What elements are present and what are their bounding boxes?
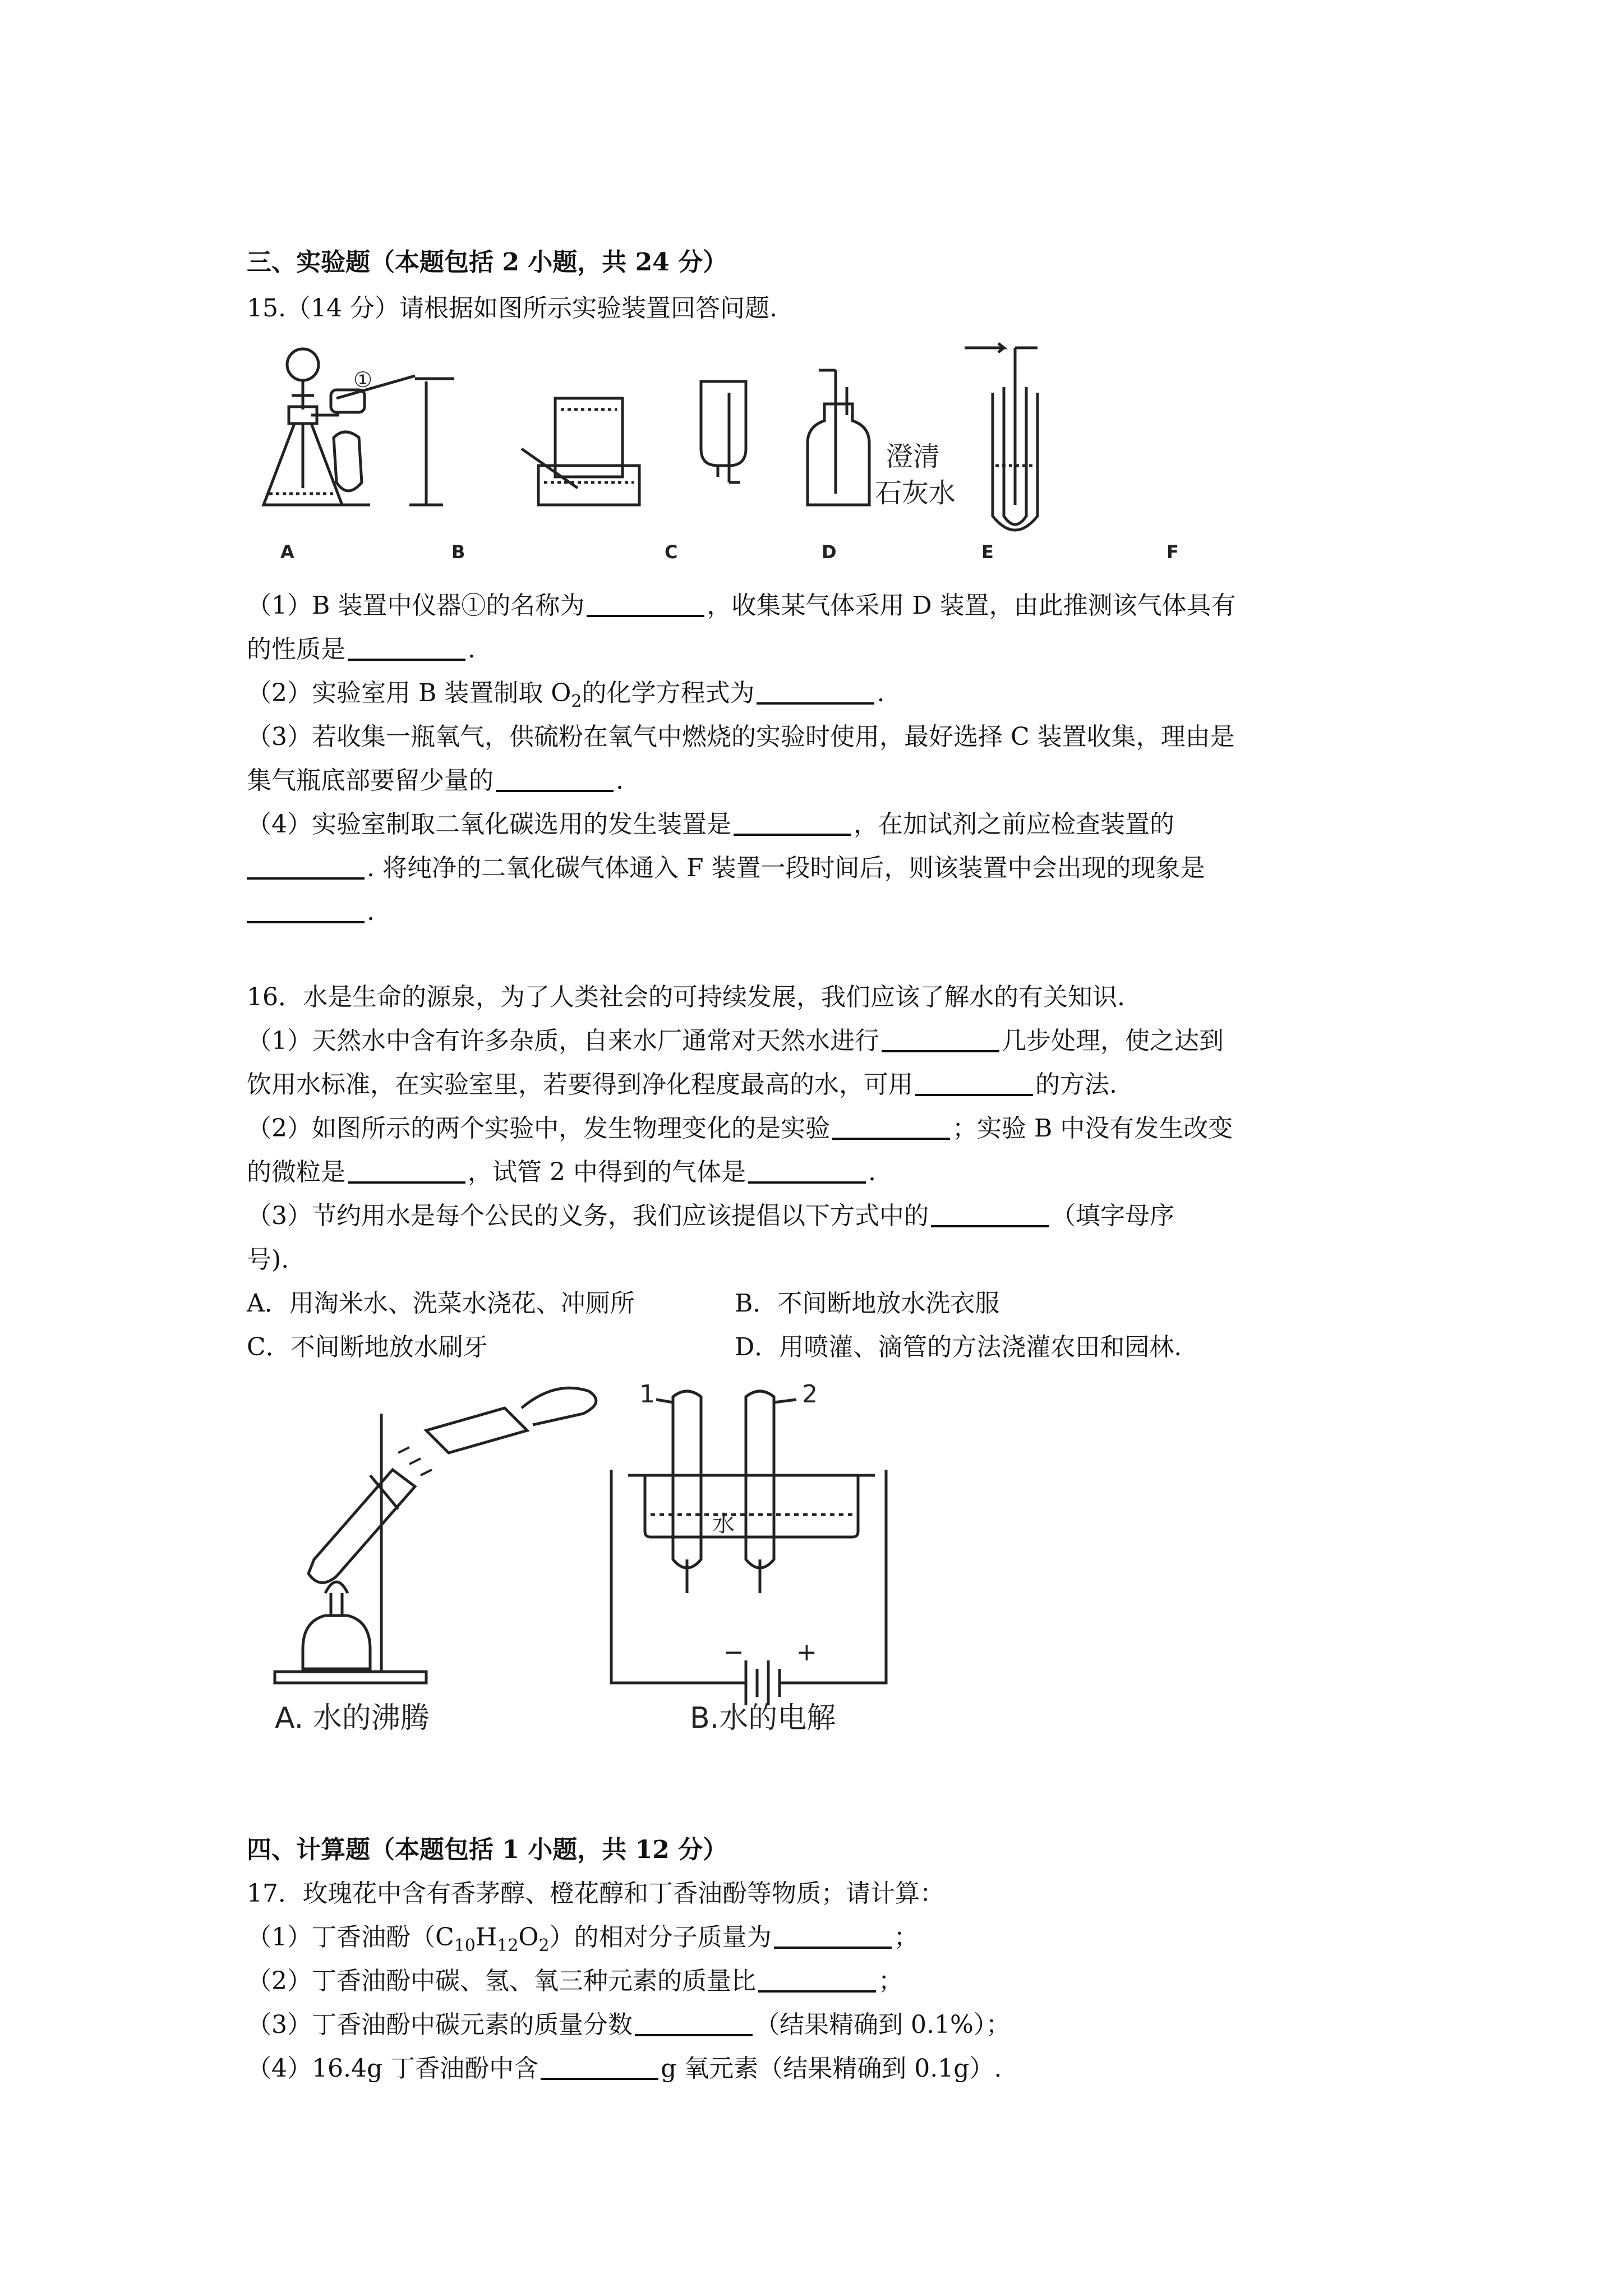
label-b: B xyxy=(451,541,465,563)
label-d: D xyxy=(822,541,837,563)
q16-option-b: B．不间断地放水洗衣服 xyxy=(735,1289,1000,1318)
q16-option-c: C．不间断地放水刷牙 xyxy=(247,1333,488,1361)
label-a: A xyxy=(280,541,294,563)
q17-part2: （2）丁香油酚中碳、氢、氧三种元素的质量比 ； xyxy=(247,1967,903,1995)
q16-stem: 16．水是生命的源泉，为了人类社会的可持续发展，我们应该了解水的有关知识. xyxy=(247,983,1125,1011)
positive-terminal-label: + xyxy=(796,1638,817,1667)
q16-part3-line1: （3）节约用水是每个公民的义务，我们应该提倡以下方式中的 （填字母序 xyxy=(247,1202,1174,1230)
apparatus-a xyxy=(264,349,342,505)
apparatus-drawing xyxy=(241,337,1245,572)
q16-option-a: A．用淘米水、洗菜水浇花、冲厕所 xyxy=(247,1289,635,1318)
q16-part3-line2: 号). xyxy=(247,1245,289,1274)
q17-part3: （3）丁香油酚中碳元素的质量分数 （结果精确到 0.1%）； xyxy=(247,2010,1011,2039)
q16-part2-line1: （2）如图所示的两个实验中，发生物理变化的是实验 ；实验 B 中没有发生改变 xyxy=(247,1114,1233,1143)
limewater-label-1: 澄清 xyxy=(886,441,940,472)
q17-stem: 17．玫瑰花中含有香茅醇、橙花醇和丁香油酚等物质；请计算： xyxy=(247,1879,944,1908)
q15-part4-line2: . 将纯净的二氧化碳气体通入 F 装置一段时间后，则该装置中会出现的现象是 xyxy=(247,852,1205,885)
q15-part1-line1: （1）B 装置中仪器①的名称为 ，收集某气体采用 D 装置，由此推测该气体具有 xyxy=(247,591,1236,620)
answer-blank[interactable] xyxy=(247,896,365,923)
answer-blank[interactable] xyxy=(348,1157,465,1184)
instrument-marker: ① xyxy=(353,367,373,392)
apparatus-d xyxy=(701,381,746,482)
answer-blank[interactable] xyxy=(748,1157,866,1184)
negative-terminal-label: − xyxy=(723,1638,744,1667)
answer-blank[interactable] xyxy=(247,853,365,880)
q15-part3-line2: 集气瓶底部要留少量的 . xyxy=(247,766,624,795)
answer-blank[interactable] xyxy=(757,678,874,705)
apparatus-c xyxy=(522,398,639,505)
q16-option-d: D．用喷灌、滴管的方法浇灌农田和园林. xyxy=(735,1333,1182,1361)
q16-water-experiments-figure xyxy=(241,1369,993,1750)
limewater-label-2: 石灰水 xyxy=(875,477,956,509)
label-e: E xyxy=(981,541,994,563)
caption-b: B.水的电解 xyxy=(690,1701,836,1735)
q15-part4-line3: . xyxy=(247,895,375,929)
section-3-heading: 三、实验题（本题包括 2 小题，共 24 分） xyxy=(247,248,728,277)
q17-part1: （1）丁香油酚$(C_{10}H_{12}O_2)$的相对分子质量为 ； xyxy=(247,1923,919,1955)
q15-part4-line1: （4）实验室制取二氧化碳选用的发生装置是 ，在加试剂之前应检查装置的 xyxy=(247,810,1174,839)
q15-part1-line2: 的性质是 . xyxy=(247,635,476,664)
electrolysis-apparatus xyxy=(611,1391,886,1705)
tube-2-label: 2 xyxy=(802,1380,818,1409)
answer-blank[interactable] xyxy=(774,1922,892,1949)
tube-1-label: 1 xyxy=(639,1380,655,1409)
apparatus-b xyxy=(325,376,454,505)
answer-blank[interactable] xyxy=(915,1069,1033,1096)
answer-blank[interactable] xyxy=(832,1113,950,1140)
q16-part2-line2: 的微粒是 ，试管 2 中得到的气体是 . xyxy=(247,1158,876,1186)
answer-blank[interactable] xyxy=(541,2053,658,2080)
boiling-apparatus xyxy=(275,1388,596,1683)
answer-blank[interactable] xyxy=(587,590,704,617)
water-label: 水 xyxy=(712,1511,735,1537)
q15-part2: （2）实验室用 B 装置制取 $O_2$的化学方程式为 . xyxy=(247,679,885,711)
apparatus-f xyxy=(965,343,1038,530)
caption-a: A. 水的沸腾 xyxy=(275,1701,430,1735)
answer-blank[interactable] xyxy=(635,2009,753,2036)
label-c: C xyxy=(665,541,678,563)
label-f: F xyxy=(1166,541,1179,563)
water-experiments-drawing xyxy=(241,1369,993,1750)
answer-blank[interactable] xyxy=(931,1200,1049,1227)
q17-part4: （4）16.4g 丁香油酚中含 g 氧元素（结果精确到 0.1g）. xyxy=(247,2054,1002,2083)
section-4-heading: 四、计算题（本题包括 1 小题，共 12 分） xyxy=(247,1835,728,1864)
answer-blank[interactable] xyxy=(348,634,465,661)
q15-part3-line1: （3）若收集一瓶氧气，供硫粉在氧气中燃烧的实验时使用，最好选择 C 装置收集，理由是 xyxy=(247,723,1235,751)
answer-blank[interactable] xyxy=(758,1966,876,1993)
q15-apparatus-figure xyxy=(241,337,1245,572)
q15-stem: 15.（14 分）请根据如图所示实验装置回答问题. xyxy=(247,294,777,323)
answer-blank[interactable] xyxy=(734,809,851,836)
apparatus-e xyxy=(808,370,869,505)
q16-part1-line2: 饮用水标准，在实验室里，若要得到净化程度最高的水，可用 的方法. xyxy=(247,1070,1117,1099)
q16-part1-line1: （1）天然水中含有许多杂质，自来水厂通常对天然水进行 几步处理，使之达到 xyxy=(247,1027,1224,1055)
answer-blank[interactable] xyxy=(882,1025,999,1052)
answer-blank[interactable] xyxy=(496,765,614,792)
